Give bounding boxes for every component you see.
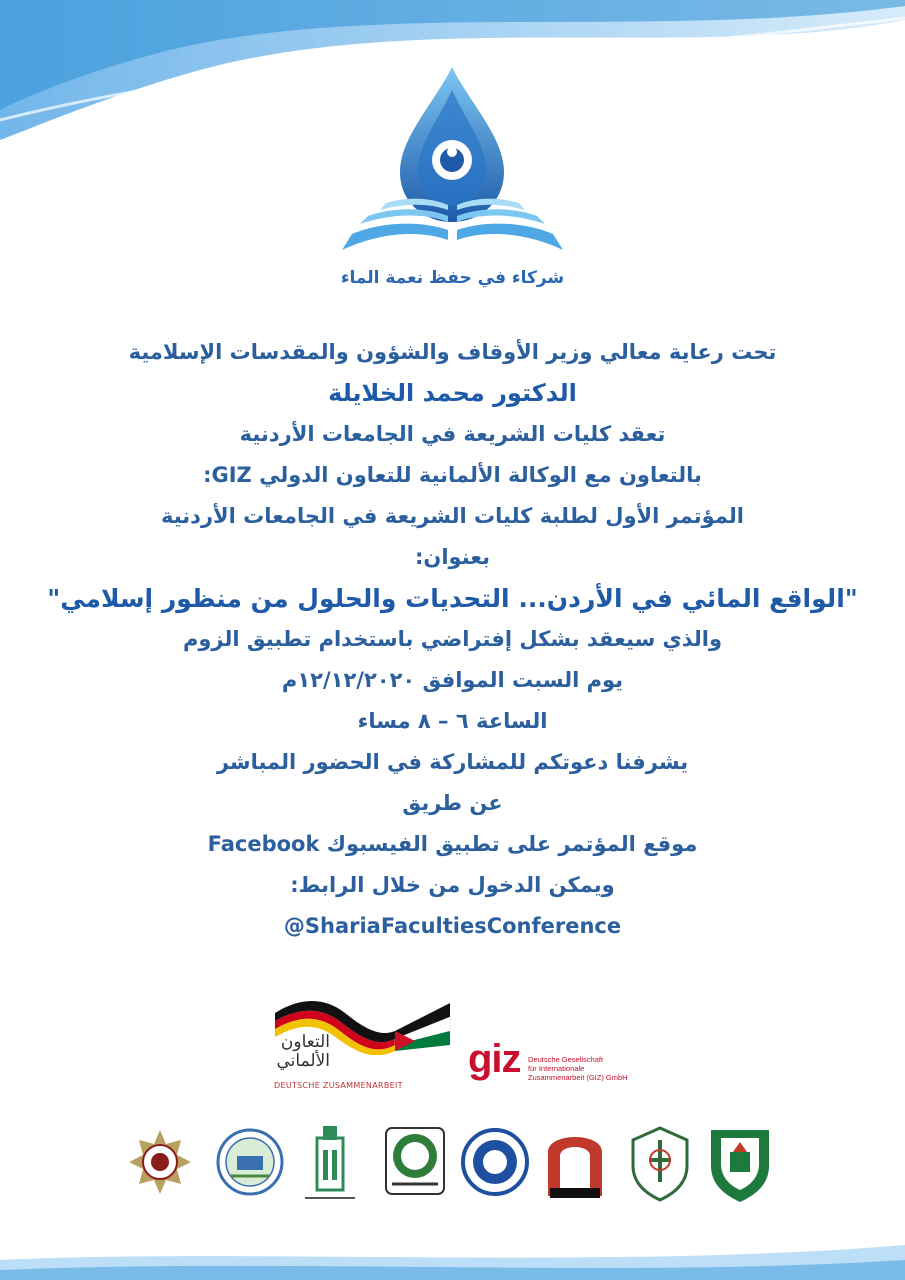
tagline: شركاء في حفظ نعمة الماء — [340, 268, 565, 288]
university-seal-navy-icon — [460, 1122, 530, 1207]
announcement — [40, 332, 865, 947]
time-line: الساعة ٦ – ٨ مساء — [357, 709, 548, 733]
date-line: يوم السبت الموافق ١٢/١٢/٢٠٢٠م — [281, 668, 624, 692]
minister-name: الدكتور محمد الخلايلة — [328, 379, 577, 407]
german-cooperation-arabic: التعاون الألماني — [276, 1032, 330, 1071]
university-seal-blue-icon — [215, 1122, 285, 1207]
german-cooperation-label: DEUTSCHE ZUSAMMENARBEIT — [274, 1081, 403, 1090]
cooperation-line: بالتعاون مع الوكالة الألمانية للتعاون الدولي GIZ: — [203, 463, 702, 487]
link-intro: ويمكن الدخول من خلال الرابط: — [290, 873, 615, 897]
conference-name: المؤتمر الأول لطلبة كليات الشريعة في الجامعات الأردنية — [160, 504, 745, 528]
university-shield-icon — [625, 1122, 695, 1207]
facebook-handle[interactable]: @ShariaFacultiesConference — [283, 914, 622, 938]
facebook-line: موقع المؤتمر على تطبيق الفيسبوك Facebook — [207, 832, 698, 856]
university-tower-icon — [295, 1122, 365, 1207]
virtual-line: والذي سيعقد بشكل إفتراضي باستخدام تطبيق الزوم — [182, 627, 723, 651]
water-drop-book-logo — [340, 62, 565, 262]
university-seal-green-icon — [380, 1122, 450, 1207]
organizer-line: تعقد كليات الشريعة في الجامعات الأردنية — [239, 422, 666, 446]
university-logos — [125, 1122, 775, 1207]
giz-logo: giz — [468, 1037, 521, 1081]
partner-logos — [260, 995, 650, 1100]
patronage-line: تحت رعاية معالي وزير الأوقاف والشؤون والمقدسات الإسلامية — [128, 340, 777, 364]
university-shield-green-icon — [705, 1122, 775, 1207]
university-arch-red-icon — [540, 1122, 610, 1207]
invitation-line: يشرفنا دعوتكم للمشاركة في الحضور المباشر — [216, 750, 689, 774]
giz-description: Deutsche Gesellschaft für Internationale Zusammenarbeit (GIZ) GmbH — [528, 1055, 628, 1082]
university-seal-star-icon — [125, 1122, 195, 1207]
title-intro: بعنوان: — [415, 545, 490, 569]
via-line: عن طريق — [402, 791, 503, 815]
bottom-wave-decoration — [0, 1240, 905, 1280]
conference-title: "الواقع المائي في الأردن... التحديات والحلول من منظور إسلامي" — [47, 584, 858, 613]
